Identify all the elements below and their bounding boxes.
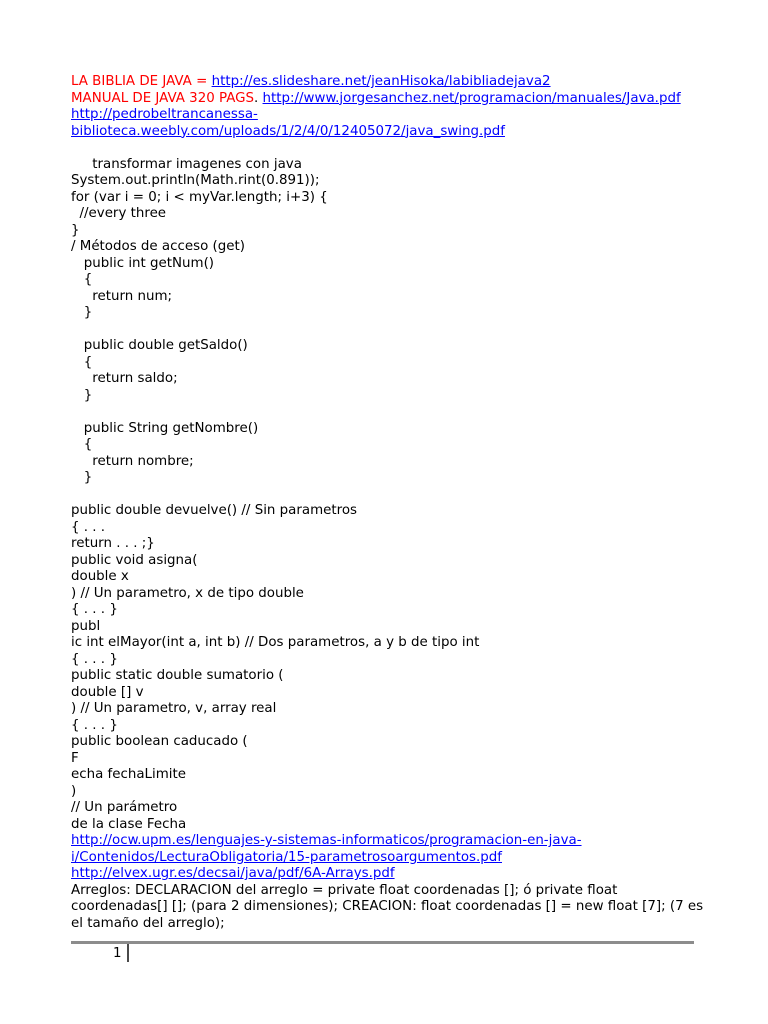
manual-label: MANUAL DE JAVA 320 PAGS [71, 90, 255, 106]
ugr-link-line [71, 866, 711, 883]
code-line: F [71, 750, 79, 766]
code-line: public static double sumatorio ( [71, 668, 284, 683]
code-line: { . . . } [71, 602, 118, 617]
code-line: double [] v [71, 684, 144, 700]
footer-divider [71, 941, 694, 944]
manual-link[interactable]: http://www.jorgesanchez.net/programacion/manuales/Java.pdf [262, 90, 681, 106]
page-number: 1 [113, 946, 122, 961]
code-line: public void asigna( [71, 552, 198, 568]
code-line: public double getSaldo() [71, 338, 248, 353]
code-line: { . . . [71, 519, 106, 535]
code-line: return nombre; [71, 453, 194, 469]
swing-link-part-1[interactable]: http://pedrobeltrancanessa- [71, 107, 258, 122]
swing-link-line-1 [71, 107, 711, 124]
arrays-paragraph: Arreglos: DECLARACION del arreglo = private float coordenadas []; ó private float coordenadas[] []; (para 2 dimensiones); CREACION: float coordenadas [] = new float [7]; (7 es el tamaño del arreglo); [71, 882, 704, 931]
blank-line [71, 322, 711, 339]
code-line: { . . . } [71, 651, 118, 667]
code-line: { [71, 437, 93, 452]
code-line: { [71, 354, 93, 370]
swing-link-line-2 [71, 124, 711, 141]
code-line: echa fechaLimite [71, 767, 186, 782]
code-line: } [71, 222, 80, 238]
code-line: public int getNum() [71, 255, 215, 271]
upm-link-line-2 [71, 850, 711, 867]
code-line: return num; [71, 288, 173, 304]
page-number-divider [127, 944, 129, 962]
blank-line [71, 487, 711, 504]
code-line: { . . . } [71, 717, 118, 733]
blank-line [71, 404, 711, 421]
code-line: ) // Un parametro, x de tipo double [71, 585, 304, 601]
code-line: ) // Un parametro, v, array real [71, 701, 277, 716]
code-line: publ [71, 618, 101, 634]
code-line: return saldo; [71, 371, 178, 386]
code-line: public boolean caducado ( [71, 734, 248, 749]
code-line: // Un parámetro [71, 800, 178, 815]
manual-line [71, 91, 711, 108]
code-line: / Métodos de acceso (get) [71, 239, 245, 254]
blank-line [71, 140, 711, 157]
code-line: ic int elMayor(int a, int b) // Dos parametros, a y b de tipo int [71, 635, 480, 650]
code-line: } [71, 305, 93, 320]
code-line: { [71, 272, 93, 287]
code-line: double x [71, 569, 129, 584]
biblia-label: LA BIBLIA DE JAVA = [71, 74, 212, 89]
page-content [71, 74, 711, 932]
code-line: transformar imagenes con java [71, 156, 302, 172]
code-line: } [71, 470, 93, 485]
ugr-link[interactable]: http://elvex.ugr.es/decsai/java/pdf/6A-Arrays.pdf [71, 866, 395, 881]
manual-separator: . [254, 90, 263, 106]
biblia-line [71, 74, 711, 91]
code-line: public double devuelve() // Sin parametros [71, 503, 357, 518]
code-line: System.out.println(Math.rint(0.891)); [71, 173, 320, 188]
swing-link-part-2[interactable]: biblioteca.weebly.com/uploads/1/2/4/0/12405072/java_swing.pdf [71, 123, 505, 139]
upm-link-part-2[interactable]: i/Contenidos/LecturaObligatoria/15-parametrosoargumentos.pdf [71, 849, 502, 865]
code-line: ) [71, 783, 77, 799]
upm-link-line-1 [71, 833, 711, 850]
code-line: //every three [71, 206, 167, 221]
code-line: } [71, 387, 93, 403]
code-line: public String getNombre() [71, 420, 259, 436]
code-line: return . . . ;} [71, 536, 155, 551]
biblia-link[interactable]: http://es.slideshare.net/jeanHisoka/labibliadejava2 [211, 74, 551, 89]
upm-link-part-1[interactable]: http://ocw.upm.es/lenguajes-y-sistemas-informaticos/programacion-en-java- [71, 833, 582, 848]
code-line: for (var i = 0; i < myVar.length; i+3) { [71, 189, 328, 205]
code-line: de la clase Fecha [71, 816, 187, 832]
